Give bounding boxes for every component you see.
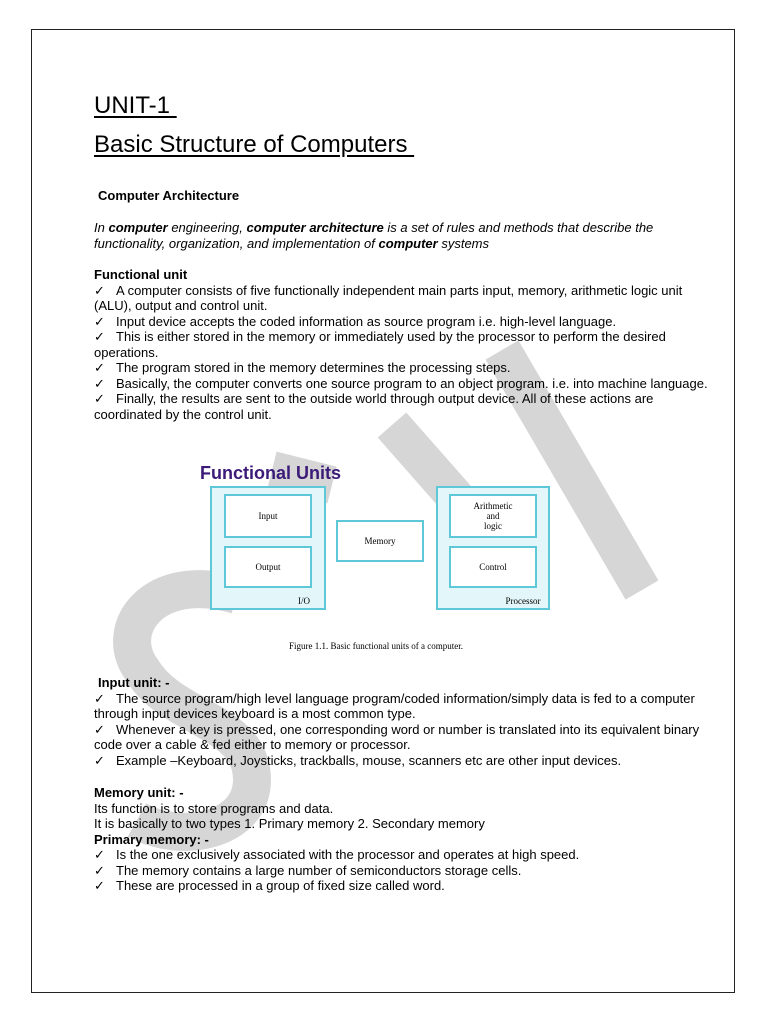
figure-title: Functional Units <box>200 463 341 484</box>
def-bold-computer: computer <box>108 220 168 236</box>
io-label: I/O <box>298 596 310 607</box>
functional-unit-list <box>94 283 714 423</box>
def-text-rest: is a set of rules and methods that describe the functionality, organization, and implementation of <box>94 220 654 251</box>
control-label: Control <box>479 562 507 573</box>
checkmark-icon: ✓ <box>94 313 105 329</box>
document-page <box>31 29 735 993</box>
def-text-in: In <box>94 220 109 236</box>
list-item <box>94 314 714 330</box>
list-item <box>94 847 714 863</box>
alu-label-line2: and <box>486 511 500 522</box>
list-item-text: Finally, the results are sent to the outside world through output device. All of these actions are coordinated by the control unit. <box>94 391 654 422</box>
checkmark-icon: ✓ <box>94 847 105 863</box>
list-item-text: The memory contains a large number of semiconductors storage cells. <box>116 862 522 878</box>
list-item-text: The source program/high level language program/coded information/simply data is fed to a computer through input devices keyboard is a most common type. <box>94 690 695 722</box>
list-item-text: The program stored in the memory determines the processing steps. <box>116 360 511 376</box>
checkmark-icon: ✓ <box>94 375 105 391</box>
list-item <box>94 391 714 422</box>
list-item-text: These are processed in a group of fixed size called word. <box>116 878 445 894</box>
list-item <box>94 753 714 769</box>
alu-label-line3: logic <box>484 521 502 532</box>
list-item-text: A computer consists of five functionally independent main parts input, memory, arithmetic logic unit (ALU), output and control unit. <box>94 282 683 314</box>
list-item <box>94 878 714 894</box>
list-item <box>94 329 714 360</box>
list-item-text: Is the one exclusively associated with the processor and operates at high speed. <box>116 847 580 863</box>
unit-title: UNIT-1 <box>94 92 177 119</box>
def-text-systems: systems <box>437 235 490 251</box>
list-item-text: This is either stored in the memory or immediately used by the processor to perform the desired operations. <box>94 329 666 360</box>
memory-unit-heading: Memory unit: - <box>94 785 184 801</box>
checkmark-icon: ✓ <box>94 690 105 706</box>
list-item <box>94 283 714 314</box>
checkmark-icon: ✓ <box>94 391 105 407</box>
functional-unit-heading: Functional unit <box>94 267 188 283</box>
def-bold-computer-2: computer <box>378 235 438 251</box>
input-unit-list <box>94 691 714 769</box>
content <box>94 92 714 894</box>
checkmark-icon: ✓ <box>94 721 105 737</box>
checkmark-icon: ✓ <box>94 752 105 768</box>
output-label: Output <box>255 562 281 573</box>
checkmark-icon: ✓ <box>94 862 105 878</box>
architecture-definition <box>94 220 714 251</box>
primary-memory-list <box>94 847 714 894</box>
page-title: Basic Structure of Computers <box>94 130 415 158</box>
list-item-text: Input device accepts the coded information as source program i.e. high-level language. <box>116 313 617 329</box>
alu-label-line1: Arithmetic <box>473 501 513 512</box>
figure-caption: Figure 1.1. Basic functional units of a computer. <box>289 641 463 652</box>
checkmark-icon: ✓ <box>94 329 105 345</box>
list-item <box>94 722 714 753</box>
memory-label: Memory <box>364 536 396 547</box>
memory-unit-line1: Its function is to store programs and data. <box>94 800 334 816</box>
architecture-heading: Computer Architecture <box>98 187 240 203</box>
checkmark-icon: ✓ <box>94 360 105 376</box>
def-text-engineering: engineering, <box>167 220 247 236</box>
list-item <box>94 863 714 879</box>
def-bold-computer-architecture: computer architecture <box>246 220 384 236</box>
figure-diagram <box>200 456 560 661</box>
input-unit-heading: Input unit: - <box>98 675 170 691</box>
list-item <box>94 360 714 376</box>
primary-memory-heading: Primary memory: - <box>94 831 209 847</box>
memory-unit-line2: It is basically to two types 1. Primary memory 2. Secondary memory <box>94 816 485 832</box>
checkmark-icon: ✓ <box>94 282 105 298</box>
processor-label: Processor <box>505 596 541 607</box>
list-item <box>94 691 714 722</box>
checkmark-icon: ✓ <box>94 878 105 894</box>
list-item-text: Whenever a key is pressed, one corresponding word or number is translated into its equivalent binary code over a cable & fed either to memory or processor. <box>94 721 700 753</box>
list-item <box>94 376 714 392</box>
input-label: Input <box>258 511 278 522</box>
list-item-text: Example –Keyboard, Joysticks, trackballs, mouse, scanners etc are other input devices. <box>116 752 622 768</box>
functional-units-figure <box>200 456 560 661</box>
list-item-text: Basically, the computer converts one source program to an object program. i.e. into machine language. <box>116 375 708 391</box>
